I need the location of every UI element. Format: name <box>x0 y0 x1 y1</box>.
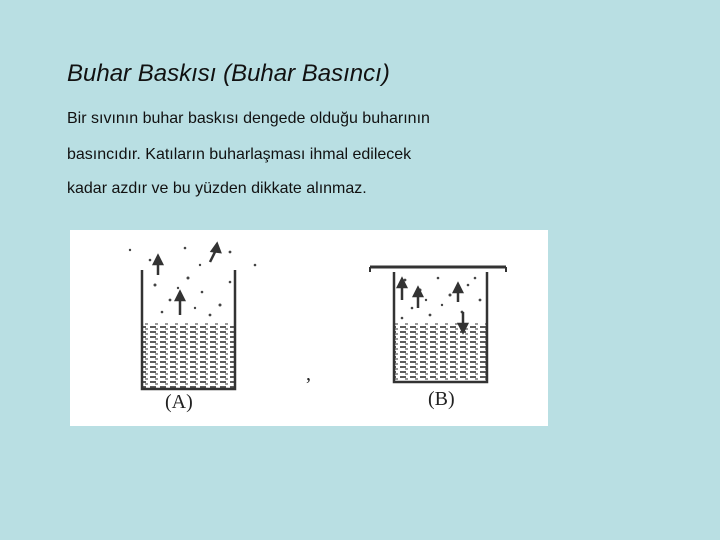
figure-separator: , <box>306 363 311 385</box>
paragraph-line-1: Bir sıvının buhar baskısı dengede olduğu buharının <box>67 110 430 127</box>
paragraph-line-2: basıncıdır. Katıların buharlaşması ihmal edilecek <box>67 146 412 163</box>
open-beaker-a <box>129 244 256 413</box>
paragraph-line-3: kadar azdır ve bu yüzden dikkate alınmaz. <box>67 180 367 197</box>
slide-title: Buhar Baskısı (Buhar Basıncı) <box>67 60 390 87</box>
vapor-pressure-figure <box>70 230 548 426</box>
figure-label-b: (B) <box>428 388 455 410</box>
figure-label-a: (A) <box>165 391 193 413</box>
closed-beaker-b <box>370 267 506 410</box>
